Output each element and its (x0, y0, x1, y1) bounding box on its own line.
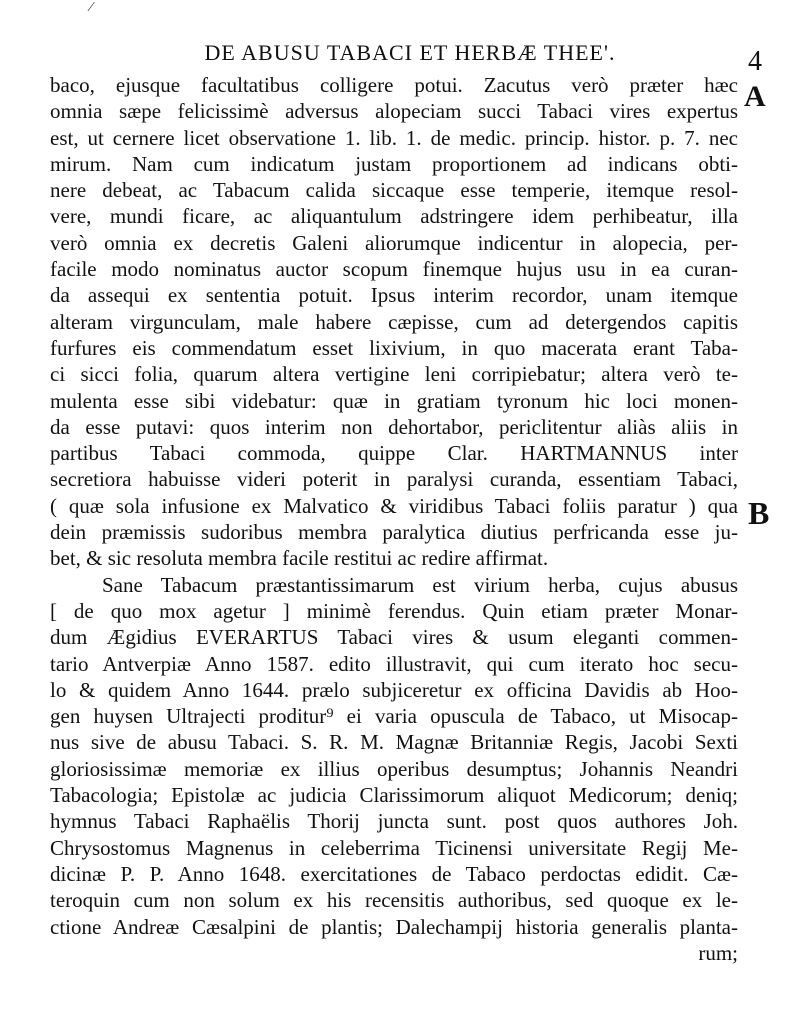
text-line: est, ut cernere licet observatione 1. lib. 1. de medic. princip. histor. p. 7. nec (50, 125, 738, 150)
signature-mark-b: B (748, 495, 770, 531)
text-line: vere, mundi ficare, ac aliquantulum adstringere idem perhibeatur, illa (50, 204, 738, 229)
text-line: Tabacologia; Epistolæ ac judicia Clarissimorum aliquot Medicorum; deniq; (50, 783, 738, 808)
text-line: da assequi ex sententia potuit. Ipsus interim recordor, unam itemque (50, 283, 738, 308)
body-text (50, 72, 738, 966)
text-line: bet, & sic resoluta membra facile restitui ac redire affirmat. (50, 546, 549, 571)
page-number: 4 (748, 46, 762, 77)
text-line: hymnus Tabaci Raphaëlis Thorij juncta sunt. post quos authores Joh. (50, 809, 738, 834)
text-line: furfures eis commendatum esset lixivium, in quo macerata erant Taba- (50, 335, 738, 360)
text-line: teroquin cum non solum ex his recensitis authoribus, sed quoque ex le- (50, 888, 738, 913)
text-line: nere debeat, ac Tabacum calida siccaque esse temperie, itemque resol- (50, 178, 738, 203)
text-line: [ de quo mox agetur ] minimè ferendus. Quin etiam præter Monar- (50, 598, 738, 623)
text-line: ( quæ sola infusione ex Malvatico & viridibus Tabaci foliis paratur ) qua (50, 493, 738, 518)
text-line: da esse putavi: quos interim non dehortabor, periclitentur aliàs aliis in (50, 414, 738, 439)
text-line: dicinæ P. P. Anno 1648. exercitationes de Tabaco perdoctas edidit. Cæ- (50, 861, 738, 886)
text-line: mulenta esse sibi videbatur: quæ in gratiam tyronum hic loci monen- (50, 388, 738, 413)
text-line: gen huysen Ultrajecti proditur⁹ ei varia opuscula de Tabaco, ut Misocap- (50, 704, 738, 729)
text-line: rum; (698, 940, 738, 965)
text-line: lo & quidem Anno 1644. prælo subjiceretur ex officina Davidis ab Hoo- (50, 677, 738, 702)
text-line: secretiora habuisse videri poterit in paralysi curanda, essentiam Tabaci, (50, 467, 738, 492)
text-line: verò omnia ex decretis Galeni aliorumque indicentur in alopecia, per- (50, 230, 738, 255)
signature-mark-a: A (744, 80, 766, 113)
text-line: omnia sæpe felicissimè adversus alopeciam succi Tabaci vires expertus (50, 99, 738, 124)
text-line: dein præmissis sudoribus membra paralytica diutius perfricanda esse ju- (50, 520, 738, 545)
text-line: Sane Tabacum præstantissimarum est virium herba, cujus abusus (102, 572, 738, 597)
text-line: alteram virgunculam, male habere cæpisse, cum ad detergendos capitis (50, 309, 738, 334)
running-title: DE ABUSU TABACI ET HERBÆ THEE'. (204, 40, 616, 65)
text-line: ctione Andreæ Cæsalpini de plantis; Dalechampij historia generalis planta- (50, 914, 738, 939)
text-line: baco, ejusque facultatibus colligere potui. Zacutus verò præter hæc (50, 73, 738, 97)
text-line: partibus Tabaci commoda, quippe Clar. HARTMANNUS inter (50, 441, 738, 466)
top-mark: ⁄ (90, 0, 93, 15)
text-line: nus sive de abusu Tabaci. S. R. M. Magnæ Britanniæ Regis, Jacobi Sexti (50, 730, 738, 755)
text-line: facile modo nominatus auctor scopum finemque hujus usu in ea curan- (50, 257, 738, 282)
text-line: dum Ægidius EVERARTUS Tabaci vires & usum eleganti commen- (50, 625, 738, 650)
text-line: tario Antverpiæ Anno 1587. edito illustravit, qui cum iterato hoc secu- (50, 651, 738, 676)
text-line: mirum. Nam cum indicatum justam proportionem ad indicans obti- (50, 151, 738, 176)
text-line: gloriosissimæ memoriæ ex illius operibus desumptus; Johannis Neandri (50, 756, 738, 781)
text-line: Chrysostomus Magnenus in celeberrima Ticinensi universitate Regij Me- (50, 835, 738, 860)
text-line: ci sicci folia, quarum altera vertigine leni corripiebatur; altera verò te- (50, 362, 738, 387)
